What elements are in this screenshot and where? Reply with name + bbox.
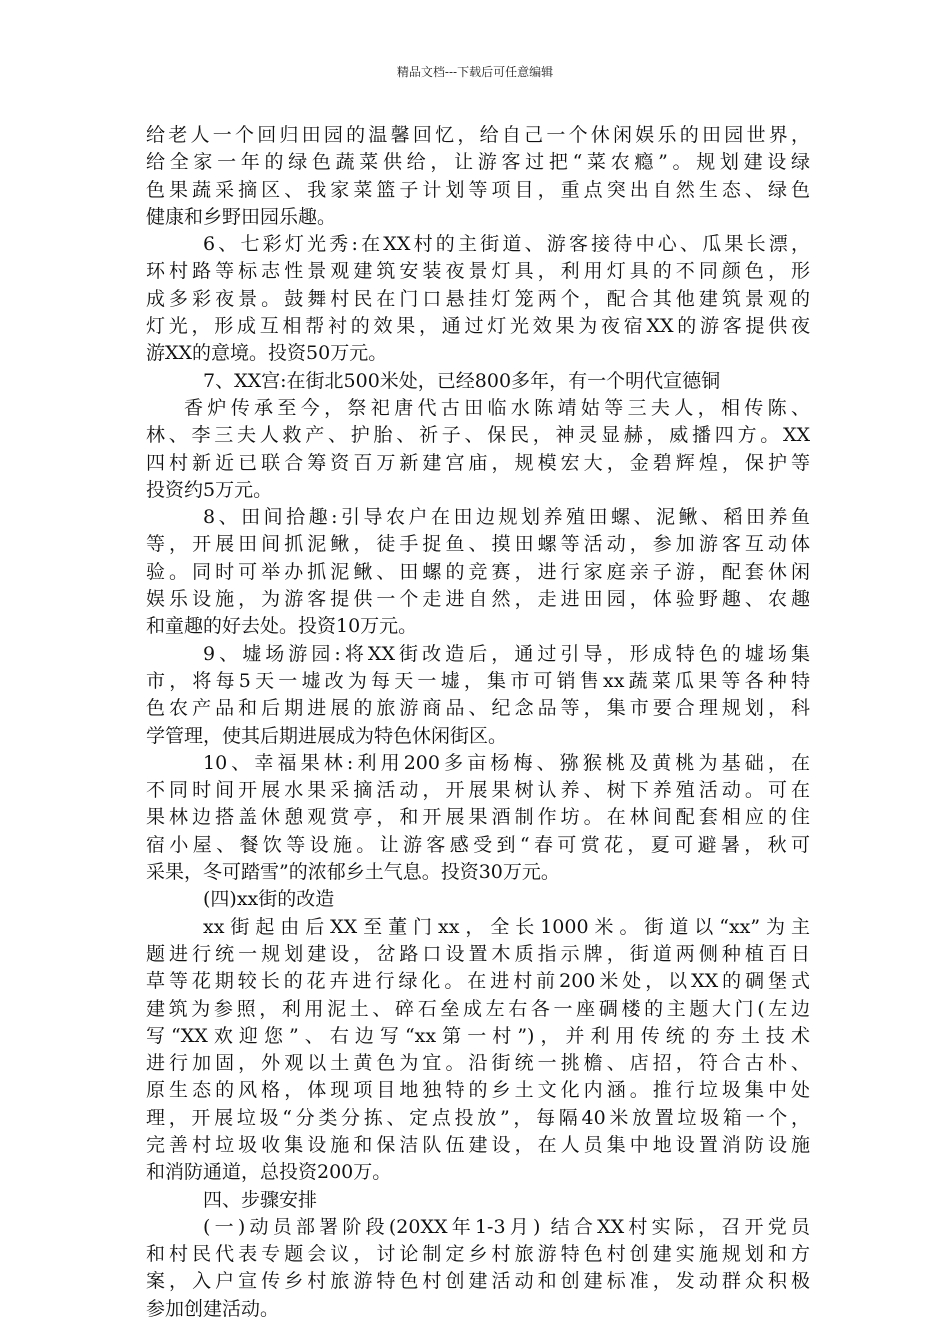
text-line: 四村新近已联合筹资百万新建宫庙，规模宏大，金碧辉煌，保护等 <box>146 451 810 474</box>
text-line: 题进行统一规划建设，岔路口设置木质指示牌，街道两侧种植百日 <box>146 942 810 965</box>
text-line: 色果蔬采摘区、我家菜篮子计划等项目，重点突出自然生态、绿色 <box>146 178 810 201</box>
text-line: 宿小屋、餐饮等设施。让游客感受到“春可赏花，夏可避暑，秋可 <box>146 833 810 856</box>
text-line: 市，将每5天一墟改为每天一墟，集市可销售xx蔬菜瓜果等各种特 <box>146 669 810 692</box>
text-line: (一)动员部署阶段(20XX年1-3月) 结合XX村实际，召开党员 <box>203 1215 810 1238</box>
text-line: 给老人一个回归田园的温馨回忆，给自己一个休闲娱乐的田园世界， <box>146 124 810 146</box>
text-line: 7、XX宫:在街北500米处，已经800多年，有一个明代宣德铜 <box>203 369 721 392</box>
text-line: 6、七彩灯光秀:在XX村的主街道、游客接待中心、瓜果长漂， <box>203 233 810 256</box>
text-line: 8、田间拾趣:引导农户在田边规划养殖田螺、泥鳅、稻田养鱼 <box>203 506 810 529</box>
text-line: 草等花期较长的花卉进行绿化。在进村前200米处，以XX的碉堡式 <box>146 970 810 993</box>
text-line: (四)xx街的改造 <box>203 888 335 911</box>
document-body <box>146 122 810 1323</box>
text-line: 采果，冬可踏雪”的浓郁乡土气息。投资30万元。 <box>146 861 560 884</box>
text-line: 和村民代表专题会议，讨论制定乡村旅游特色村创建实施规划和方 <box>146 1243 810 1266</box>
page-header: 精品文档---下载后可任意编辑 <box>396 65 554 79</box>
text-line: 案，入户宣传乡村旅游特色村创建活动和创建标准，发动群众积极 <box>146 1270 810 1293</box>
text-line: 学管理，使其后期进展成为特色休闲街区。 <box>146 724 508 747</box>
text-line: 四、步骤安排 <box>203 1188 318 1211</box>
text-line: 等，开展田间抓泥鳅，徒手捉鱼、摸田螺等活动，参加游客互动体 <box>146 533 810 556</box>
text-line: 给全家一年的绿色蔬菜供给，让游客过把“菜农瘾”。规划建设绿 <box>146 151 810 174</box>
text-line: 健康和乡野田园乐趣。 <box>146 205 337 228</box>
text-line: 写“XX欢迎您”、右边写“xx第一村”)，并利用传统的夯土技术 <box>146 1024 810 1047</box>
text-line: 投资约5万元。 <box>146 478 273 501</box>
text-line: 验。同时可举办抓泥鳅、田螺的竞赛，进行家庭亲子游，配套休闲 <box>146 560 810 583</box>
text-line: 游XX的意境。投资50万元。 <box>146 342 388 365</box>
text-line: 完善村垃圾收集设施和保洁队伍建设，在人员集中地设置消防设施 <box>146 1133 810 1156</box>
text-line: 色农产品和后期进展的旅游商品、纪念品等，集市要合理规划，科 <box>146 697 810 720</box>
text-line: 建筑为参照，利用泥土、碎石垒成左右各一座碉楼的主题大门(左边 <box>146 997 810 1020</box>
text-line: xx街起由后XX至董门xx，全长1000米。街道以“xx”为主 <box>203 915 810 938</box>
text-line: 香炉传承至今，祭祀唐代古田临水陈靖姑等三夫人，相传陈、 <box>184 396 810 419</box>
text-line: 10、幸福果林:利用200多亩杨梅、猕猴桃及黄桃为基础，在 <box>203 751 810 774</box>
text-line: 灯光，形成互相帮衬的效果，通过灯光效果为夜宿XX的游客提供夜 <box>146 315 810 338</box>
text-line: 娱乐设施，为游客提供一个走进自然，走进田园，体验野趣、农趣 <box>146 588 810 611</box>
text-line: 果林边搭盖休憩观赏亭，和开展果酒制作坊。在林间配套相应的住 <box>146 806 810 829</box>
text-line: 9、墟场游园:将XX街改造后，通过引导，形成特色的墟场集 <box>203 642 810 665</box>
text-line: 进行加固，外观以土黄色为宜。沿街统一挑檐、店招，符合古朴、 <box>146 1052 810 1075</box>
text-line: 参加创建活动。 <box>146 1297 280 1320</box>
text-line: 理，开展垃圾“分类分拣、定点投放”，每隔40米放置垃圾箱一个， <box>146 1106 810 1129</box>
text-line: 和童趣的好去处。投资10万元。 <box>146 615 418 638</box>
text-line: 原生态的风格，体现项目地独特的乡土文化内涵。推行垃圾集中处 <box>146 1079 810 1102</box>
text-line: 成多彩夜景。鼓舞村民在门口悬挂灯笼两个，配合其他建筑景观的 <box>146 287 810 310</box>
text-line: 林、李三夫人救产、护胎、祈子、保民，神灵显赫，威播四方。XX <box>146 424 810 447</box>
text-line: 不同时间开展水果采摘活动，开展果树认养、树下养殖活动。可在 <box>146 779 810 802</box>
text-line: 环村路等标志性景观建筑安装夜景灯具，利用灯具的不同颜色，形 <box>146 260 810 283</box>
text-line: 和消防通道，总投资200万。 <box>146 1161 392 1184</box>
